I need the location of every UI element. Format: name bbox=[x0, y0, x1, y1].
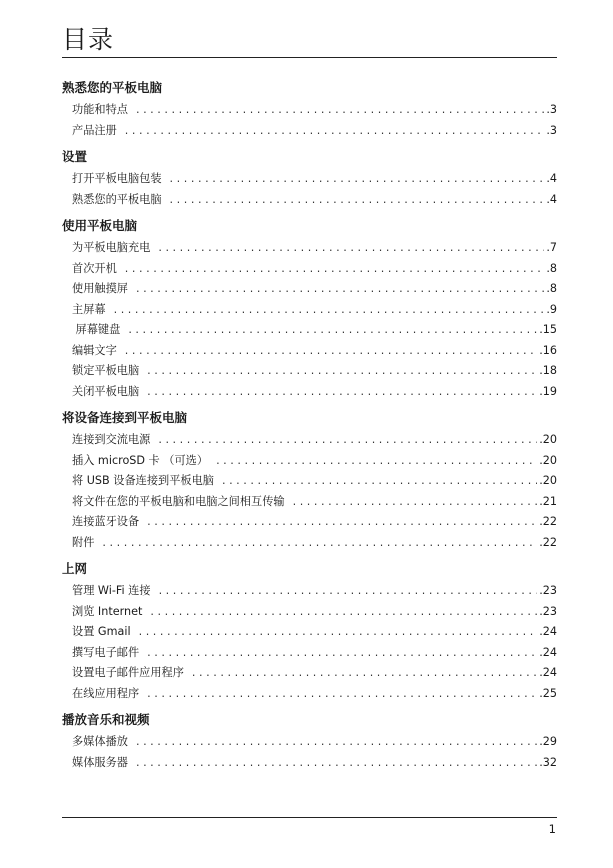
dot-leader bbox=[222, 471, 537, 492]
entry-page: .20 bbox=[539, 433, 557, 446]
dot-leader bbox=[139, 622, 538, 643]
dot-leader bbox=[125, 341, 537, 362]
entry-page: .21 bbox=[539, 494, 557, 508]
entry-label: 熟悉您的平板电脑 bbox=[72, 192, 162, 206]
dot-leader bbox=[136, 279, 544, 300]
toc-entry[interactable] bbox=[62, 259, 557, 280]
entry-page: .23 bbox=[539, 604, 557, 618]
entry-label: 将文件在您的平板电脑和电脑之间相互传输 bbox=[72, 494, 285, 508]
entry-label: 将 USB 设备连接到平板电脑 bbox=[72, 474, 214, 487]
dot-leader bbox=[147, 684, 537, 705]
toc-entry[interactable] bbox=[62, 169, 557, 190]
dot-leader bbox=[114, 300, 545, 321]
entry-page: .22 bbox=[539, 535, 557, 549]
dot-leader bbox=[147, 382, 537, 403]
entry-label: 编辑文字 bbox=[72, 343, 117, 357]
entry-label: 首次开机 bbox=[72, 261, 117, 275]
toc-entry[interactable] bbox=[62, 602, 557, 623]
entry-page: .22 bbox=[539, 515, 557, 528]
section-title: 上网 bbox=[62, 561, 88, 576]
entry-page: .24 bbox=[539, 645, 557, 659]
dot-leader bbox=[125, 259, 545, 280]
dot-leader bbox=[150, 602, 537, 623]
toc-entry[interactable] bbox=[62, 492, 557, 513]
toc-section bbox=[62, 557, 557, 704]
toc-entry[interactable] bbox=[62, 190, 557, 211]
entry-page: .8 bbox=[546, 261, 557, 275]
entry-label: 在线应用程序 bbox=[72, 686, 140, 700]
toc-section bbox=[62, 145, 557, 210]
entry-label: 屏幕键盘 bbox=[72, 323, 121, 336]
entry-label: 设置电子邮件应用程序 bbox=[72, 666, 184, 679]
toc-entry[interactable] bbox=[62, 382, 557, 403]
dot-leader bbox=[192, 663, 537, 684]
entry-label: 打开平板电脑包装 bbox=[72, 172, 162, 185]
toc-entry[interactable] bbox=[62, 238, 557, 259]
toc-entry[interactable] bbox=[62, 121, 557, 142]
dot-leader bbox=[158, 238, 544, 259]
toc-entry[interactable] bbox=[62, 300, 557, 321]
entry-label: 插入 microSD 卡 （可选） bbox=[72, 453, 209, 467]
dot-leader bbox=[216, 451, 537, 472]
dot-leader bbox=[136, 732, 537, 753]
entry-page: .16 bbox=[539, 343, 557, 357]
dot-leader bbox=[147, 512, 537, 533]
dot-leader bbox=[159, 581, 538, 602]
entry-label: 关闭平板电脑 bbox=[72, 384, 140, 398]
toc-entry[interactable] bbox=[62, 533, 557, 554]
toc-entry[interactable] bbox=[62, 663, 557, 684]
dot-leader bbox=[125, 121, 545, 142]
toc-entry[interactable] bbox=[62, 279, 557, 300]
dot-leader bbox=[293, 492, 538, 513]
entry-page: .19 bbox=[539, 384, 557, 398]
entry-label: 产品注册 bbox=[72, 123, 117, 137]
toc-section bbox=[62, 406, 557, 553]
entry-label: 多媒体播放 bbox=[72, 735, 128, 748]
dot-leader bbox=[170, 169, 545, 190]
page-number: 1 bbox=[548, 822, 556, 836]
toc-section bbox=[62, 76, 557, 141]
entry-page: .4 bbox=[546, 192, 557, 206]
entry-label: 连接蓝牙设备 bbox=[72, 515, 140, 528]
entry-label: 锁定平板电脑 bbox=[72, 364, 140, 377]
toc-entry[interactable] bbox=[62, 732, 557, 753]
toc-entry[interactable] bbox=[62, 684, 557, 705]
entry-page: .20 bbox=[539, 474, 557, 487]
toc-entry[interactable] bbox=[62, 430, 557, 451]
table-of-contents bbox=[62, 76, 557, 773]
dot-leader bbox=[136, 100, 544, 121]
entry-page: .24 bbox=[539, 625, 557, 638]
toc-entry[interactable] bbox=[62, 451, 557, 472]
toc-entry[interactable] bbox=[62, 361, 557, 382]
entry-page: .7 bbox=[546, 241, 557, 254]
toc-entry[interactable] bbox=[62, 643, 557, 664]
entry-label: 连接到交流电源 bbox=[72, 433, 151, 446]
toc-entry[interactable] bbox=[62, 581, 557, 602]
entry-page: .23 bbox=[539, 584, 557, 597]
entry-label: 功能和特点 bbox=[72, 103, 128, 116]
page-title: 目录 bbox=[62, 25, 115, 54]
dot-leader bbox=[102, 533, 537, 554]
entry-page: .9 bbox=[546, 302, 557, 316]
entry-label: 为平板电脑充电 bbox=[72, 241, 151, 254]
dot-leader bbox=[128, 320, 537, 341]
entry-label: 媒体服务器 bbox=[72, 755, 128, 769]
entry-label: 管理 Wi-Fi 连接 bbox=[72, 584, 151, 597]
toc-entry[interactable] bbox=[62, 100, 557, 121]
section-title: 将设备连接到平板电脑 bbox=[62, 410, 188, 425]
footer-divider bbox=[62, 817, 557, 818]
toc-entry[interactable] bbox=[62, 512, 557, 533]
entry-page: .15 bbox=[539, 323, 557, 336]
dot-leader bbox=[170, 190, 545, 211]
toc-entry[interactable] bbox=[62, 341, 557, 362]
dot-leader bbox=[136, 753, 537, 774]
entry-page: .3 bbox=[546, 123, 557, 137]
entry-label: 撰写电子邮件 bbox=[72, 645, 140, 659]
entry-page: .18 bbox=[539, 364, 557, 377]
entry-page: .29 bbox=[539, 735, 557, 748]
entry-page: .24 bbox=[539, 666, 557, 679]
toc-entry[interactable] bbox=[62, 753, 557, 774]
section-title: 设置 bbox=[62, 149, 88, 164]
entry-page: .25 bbox=[539, 686, 557, 700]
section-title: 使用平板电脑 bbox=[62, 218, 138, 233]
toc-section bbox=[62, 214, 557, 402]
entry-page: .4 bbox=[546, 172, 557, 185]
section-title: 熟悉您的平板电脑 bbox=[62, 80, 163, 95]
entry-label: 设置 Gmail bbox=[72, 625, 131, 638]
entry-page: .32 bbox=[539, 755, 557, 769]
entry-page: .8 bbox=[546, 282, 557, 295]
entry-page: .20 bbox=[539, 453, 557, 467]
entry-label: 主屏幕 bbox=[72, 302, 106, 316]
toc-section bbox=[62, 708, 557, 773]
entry-label: 附件 bbox=[72, 535, 95, 549]
entry-label: 浏览 Internet bbox=[72, 604, 143, 618]
title-divider bbox=[62, 57, 557, 58]
section-title: 播放音乐和视频 bbox=[62, 712, 150, 727]
entry-page: .3 bbox=[546, 103, 557, 116]
entry-label: 使用触摸屏 bbox=[72, 282, 128, 295]
toc-entry[interactable] bbox=[62, 320, 557, 341]
dot-leader bbox=[158, 430, 537, 451]
toc-entry[interactable] bbox=[62, 622, 557, 643]
dot-leader bbox=[147, 361, 537, 382]
toc-entry[interactable] bbox=[62, 471, 557, 492]
dot-leader bbox=[147, 643, 537, 664]
